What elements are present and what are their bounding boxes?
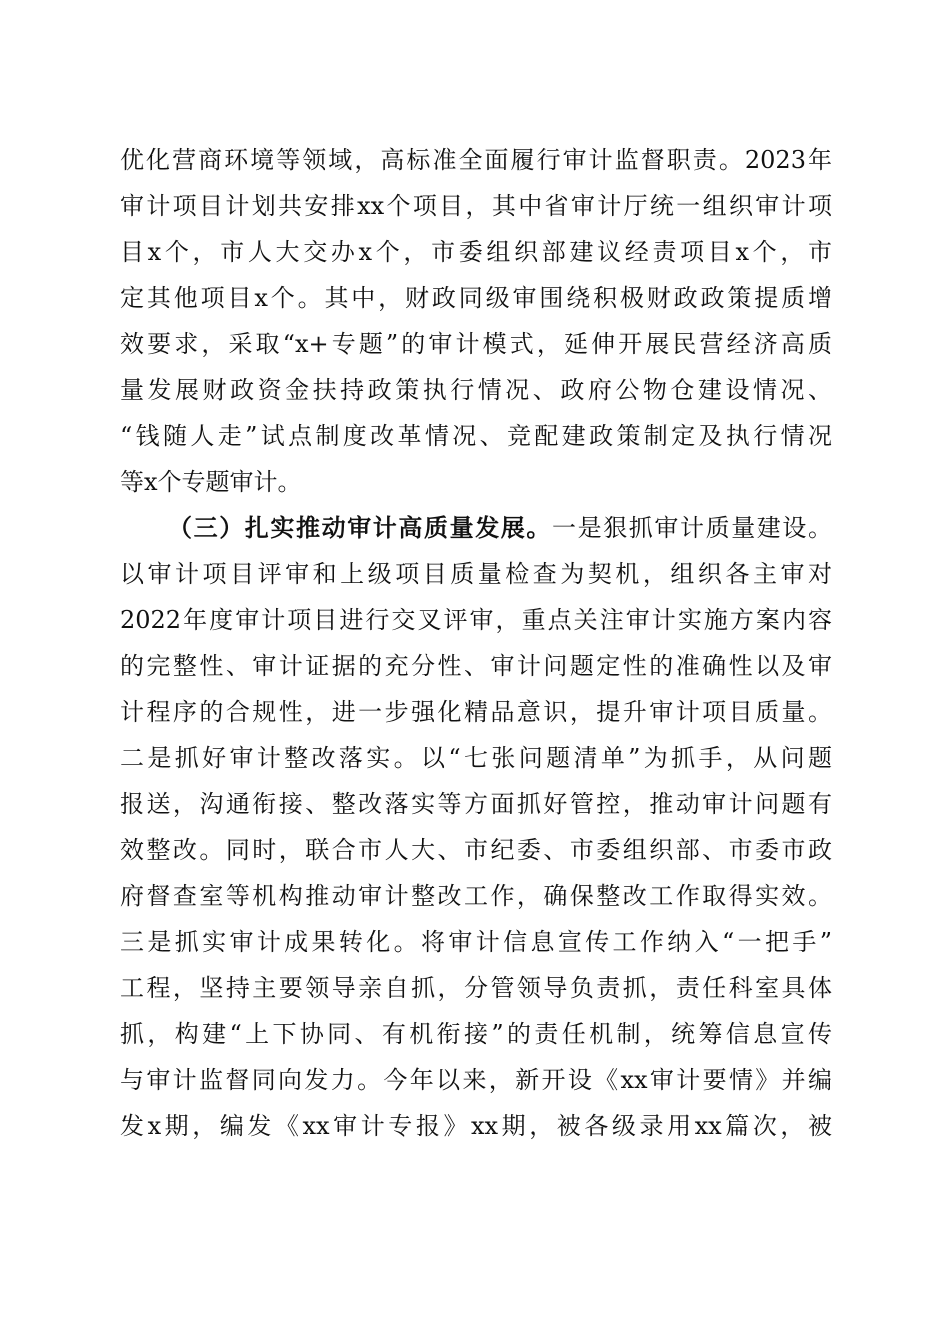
section-heading-line [120, 505, 832, 551]
text-line: 审计项目计划共安排xx个项目，其中省审计厅统一组织审计项 [120, 192, 832, 220]
text-line: 以审计项目评审和上级项目质量检查为契机，组织各主审对 [120, 560, 832, 588]
text-line: 优化营商环境等领域，高标准全面履行审计监督职责。2023年 [120, 146, 832, 174]
text-line: 效要求，采取“x+专题”的审计模式，延伸开展民营经济高质 [120, 330, 832, 358]
text-line: 等x个专题审计。 [120, 468, 302, 496]
document-body [120, 137, 832, 1149]
text-line: 目x个，市人大交办x个，市委组织部建议经责项目x个，市 [120, 238, 832, 266]
text-line: 定其他项目x个。其中，财政同级审围绕积极财政政策提质增 [120, 284, 832, 312]
text-line: 效整改。同时，联合市人大、市纪委、市委组织部、市委市政 [120, 836, 832, 864]
text-line: 量发展财政资金扶持政策执行情况、政府公物仓建设情况、 [120, 376, 832, 404]
text-line: 的完整性、审计证据的充分性、审计问题定性的准确性以及审 [120, 652, 832, 680]
section-heading: （三）扎实推动审计高质量发展。 [168, 513, 552, 542]
text-run: 一是狠抓审计质量建设。 [552, 514, 832, 542]
text-line: 抓，构建“上下协同、有机衔接”的责任机制，统筹信息宣传 [120, 1020, 832, 1048]
text-line: “钱随人走”试点制度改革情况、竞配建政策制定及执行情况 [120, 422, 832, 450]
text-line: 工程，坚持主要领导亲自抓，分管领导负责抓，责任科室具体 [120, 974, 832, 1002]
text-line: 与审计监督同向发力。今年以来，新开设《xx审计要情》并编 [120, 1066, 832, 1094]
paragraph-2 [120, 505, 832, 1149]
text-line: 发x期，编发《xx审计专报》xx期，被各级录用xx篇次，被 [120, 1112, 832, 1140]
text-line: 2022年度审计项目进行交叉评审，重点关注审计实施方案内容 [120, 606, 832, 634]
text-line: 府督查室等机构推动审计整改工作，确保整改工作取得实效。 [120, 882, 832, 910]
text-line: 报送，沟通衔接、整改落实等方面抓好管控，推动审计问题有 [120, 790, 832, 818]
text-line: 三是抓实审计成果转化。将审计信息宣传工作纳入“一把手” [120, 928, 832, 956]
text-line: 计程序的合规性，进一步强化精品意识，提升审计项目质量。 [120, 698, 832, 726]
text-line: 二是抓好审计整改落实。以“七张问题清单”为抓手，从问题 [120, 744, 832, 772]
paragraph-1 [120, 137, 832, 505]
